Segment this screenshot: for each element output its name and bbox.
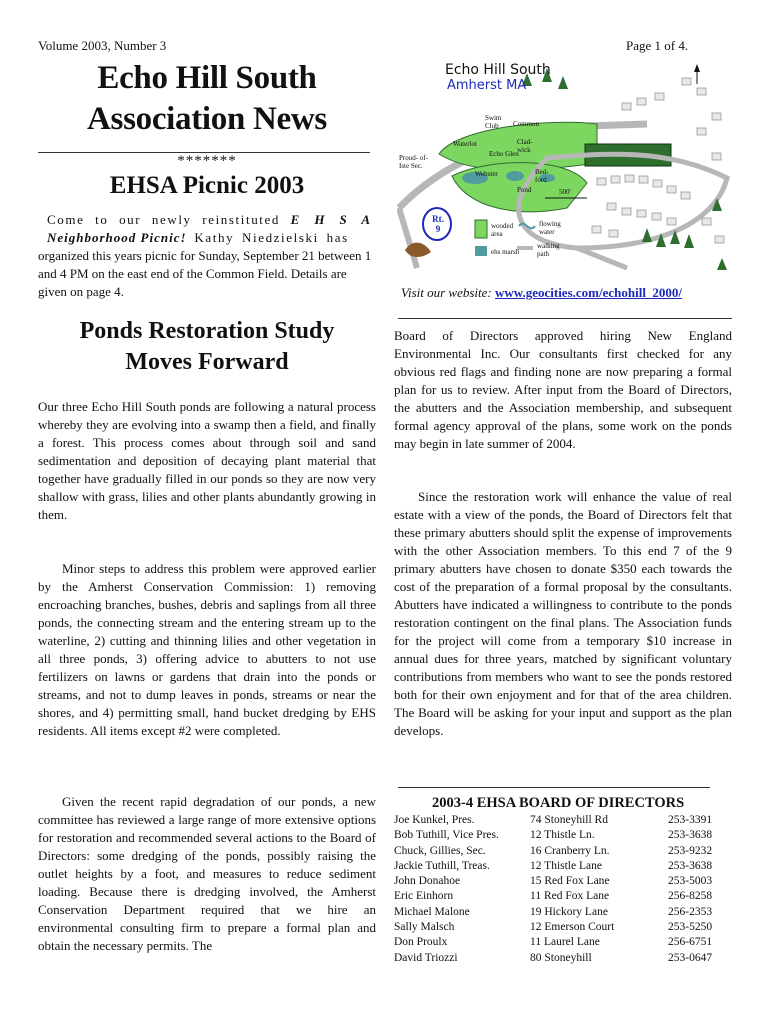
board-member-address: 74 Stoneyhill Rd: [530, 814, 608, 826]
board-member-address: 11 Laurel Lane: [530, 936, 600, 949]
board-table: [394, 813, 712, 966]
board-member-name: Don Proulx: [394, 936, 448, 949]
board-member-name: Joe Kunkel, Pres.: [394, 814, 475, 826]
board-row: [394, 813, 712, 828]
board-row: [394, 874, 712, 889]
map-label-proud: Proud- of- Iste Sec.: [399, 154, 428, 170]
board-member-address: 19 Hickory Lane: [530, 905, 608, 918]
website-line: [401, 285, 682, 301]
ponds-title: [38, 316, 376, 378]
page-number: Page 1 of 4.: [626, 38, 689, 53]
masthead-line-2: Association News: [87, 101, 327, 137]
board-member-name: Sally Malsch: [394, 921, 455, 934]
map-label-waterlot: Waterlot: [453, 140, 477, 148]
picnic-line-2: [47, 229, 373, 247]
map-label-webster: Webster: [475, 170, 498, 178]
board-member-address: 12 Thistle Ln.: [530, 829, 595, 842]
picnic-emphasis: E H S A: [290, 212, 373, 227]
picnic-kathy: Kathy Niedzielski has: [186, 230, 349, 245]
map-subtitle: Amherst MA: [447, 78, 527, 93]
board-member-phone: 256-8258: [668, 890, 713, 903]
star-separator: *******: [177, 153, 237, 169]
map-label-cladwick: Clad- wick: [517, 138, 533, 154]
website-label: Visit our website:: [401, 285, 496, 300]
legend-walking-path: walking path: [537, 242, 560, 258]
board-row: [394, 920, 712, 935]
board-row: [394, 905, 712, 920]
neighborhood-map: [397, 58, 735, 270]
board-member-phone: 253-5250: [668, 921, 713, 934]
ponds-paragraph-4: Board of Directors approved hiring New England Environmental Inc. Our consultants first checked for any obvious red flags and finding none are now preparing a formal plan for us to review. After input from the Board of Directors, the abutters and the Association membership, and subsequent formal agency approval of the plans, some work on the ponds may begin in late summer of 2004.: [394, 328, 732, 451]
map-scale-label: 500': [559, 188, 571, 196]
board-row: [394, 828, 712, 843]
map-label-bedford: Bed- ford: [535, 168, 549, 184]
ponds-title-line-2: Moves Forward: [125, 349, 289, 375]
board-member-phone: 253-3391: [668, 814, 713, 826]
picnic-emphasis-2: Neighborhood Picnic!: [47, 230, 187, 245]
board-member-name: Chuck, Gillies, Sec.: [394, 844, 486, 857]
board-member-address: 16 Cranberry Ln.: [530, 844, 610, 857]
board-member-name: Eric Einhorn: [394, 890, 454, 903]
board-row: [394, 889, 712, 904]
map-label-pond: Pond: [517, 186, 532, 194]
board-member-phone: 253-0647: [668, 951, 713, 964]
board-member-phone: 256-2353: [668, 905, 713, 918]
ponds-title-line-1: Ponds Restoration Study: [79, 318, 335, 344]
legend-wooded: wooded area: [491, 222, 514, 238]
ponds-paragraph-2: Minor steps to address this problem were approved earlier by the Amherst Conservation Commission: 1) removing encroaching branches, bushes, debris and saplings from all three ponds, the connecting stream and the entering stream up to the waterline, 2) cutting and thinning lilies and other vegetation in all three ponds, 3) offering advice to abutters to not use fertilizers on lawns or gardens that drain into the ponds or streams, and not to dump leaves in ponds, streams or near the shores, and 4) permitting small, hand bucket dredging by EHS residents. All items except #2 were completed.: [38, 561, 376, 738]
board-member-name: Michael Malone: [394, 905, 470, 918]
board-member-address: 80 Stoneyhill: [530, 951, 592, 964]
picnic-article: [38, 211, 373, 301]
board-member-phone: 253-5003: [668, 875, 713, 888]
legend-ehs-marsh: ehs marsh: [491, 248, 520, 256]
board-row: [394, 844, 712, 859]
website-link[interactable]: www.geocities.com/echohill_2000/: [495, 285, 683, 300]
board-row: [394, 951, 712, 966]
board-member-address: 15 Red Fox Lane: [530, 875, 610, 888]
board-title: 2003-4 EHSA BOARD OF DIRECTORS: [432, 795, 685, 811]
ponds-paragraph-5: Since the restoration work will enhance the value of real estate with a view of the ponds, the Board of Directors felt that these primary abutters should split the expense of improvements with the other Association members. To this end 7 of the 9 primary abutters have chosen to donate $350 each towards the cost of the preparation of a formal proposal by the consultants. Abutters have indicated a willingness to contribute to the ponds restoration contingent on the final plans. The Association funds for the project will come from a temporary $10 increase in annual dues for three years, matched by significant voluntary contributions from members who want to see the ponds restored both for their own enjoyment and for that of the area children. The Board will be asking for your input and support as the plan develops.: [394, 489, 732, 738]
masthead: [38, 58, 376, 140]
board-row: [394, 935, 712, 950]
picnic-line-1: [47, 211, 373, 229]
board-member-name: John Donahoe: [394, 875, 461, 888]
picnic-title: EHSA Picnic 2003: [109, 172, 305, 199]
map-label-swim-club: Swim Club: [485, 114, 502, 130]
board-member-name: Jackie Tuthill, Treas.: [394, 859, 490, 872]
board-member-name: David Triozzi: [394, 951, 458, 964]
board-member-address: 11 Red Fox Lane: [530, 890, 610, 903]
ponds-paragraph-1: Our three Echo Hill South ponds are following a natural process whereby they are evolving into a swamp then a field, and finally a forest. This process comes about through soil and sand sedimentation and deposition of decaying plant material that together have gradually filled in our ponds so they are now very shallow with grass, lilies and other plants abundantly growing in them.: [38, 399, 376, 522]
ponds-paragraph-3: Given the recent rapid degradation of our ponds, a new committee has reviewed a large range of more extensive options for restoration and recommended several actions to the Board of Directors: some dredging of the ponds, possibly raising the outlet heights by a foot, and measures to reduce sediment loading. Because there is dredging involved, the Amherst Conservation Department required that we hire an environmental consulting firm to prepare a formal plan and obtain the necessary permits. The: [38, 794, 376, 953]
board-member-phone: 253-3638: [668, 829, 713, 842]
board-member-phone: 253-9232: [668, 844, 713, 857]
board-row: [394, 859, 712, 874]
volume-number: Volume 2003, Number 3: [38, 38, 167, 53]
board-member-address: 12 Emerson Court: [530, 921, 615, 934]
picnic-intro: Come to our newly reinstituted: [47, 212, 291, 227]
map-label-common: Common: [513, 120, 540, 128]
masthead-line-1: Echo Hill South: [97, 60, 317, 96]
board-member-phone: 256-6751: [668, 936, 713, 949]
route-9-marker: Rt. 9: [432, 214, 444, 234]
board-member-phone: 253-3638: [668, 859, 713, 872]
picnic-rest: organized this years picnic for Sunday, September 21 between 1 and 4 PM on the east end of the Common Field. Details are given on page 4.: [38, 248, 372, 299]
divider: [398, 787, 710, 788]
divider: [398, 318, 732, 319]
legend-flowing-water: flowing water: [539, 220, 561, 236]
board-table-body: [394, 813, 712, 966]
map-title: Echo Hill South: [445, 62, 551, 78]
board-member-address: 12 Thistle Lane: [530, 859, 602, 872]
map-label-echo-glen: Echo Glen: [489, 150, 519, 158]
board-member-name: Bob Tuthill, Vice Pres.: [394, 829, 499, 842]
